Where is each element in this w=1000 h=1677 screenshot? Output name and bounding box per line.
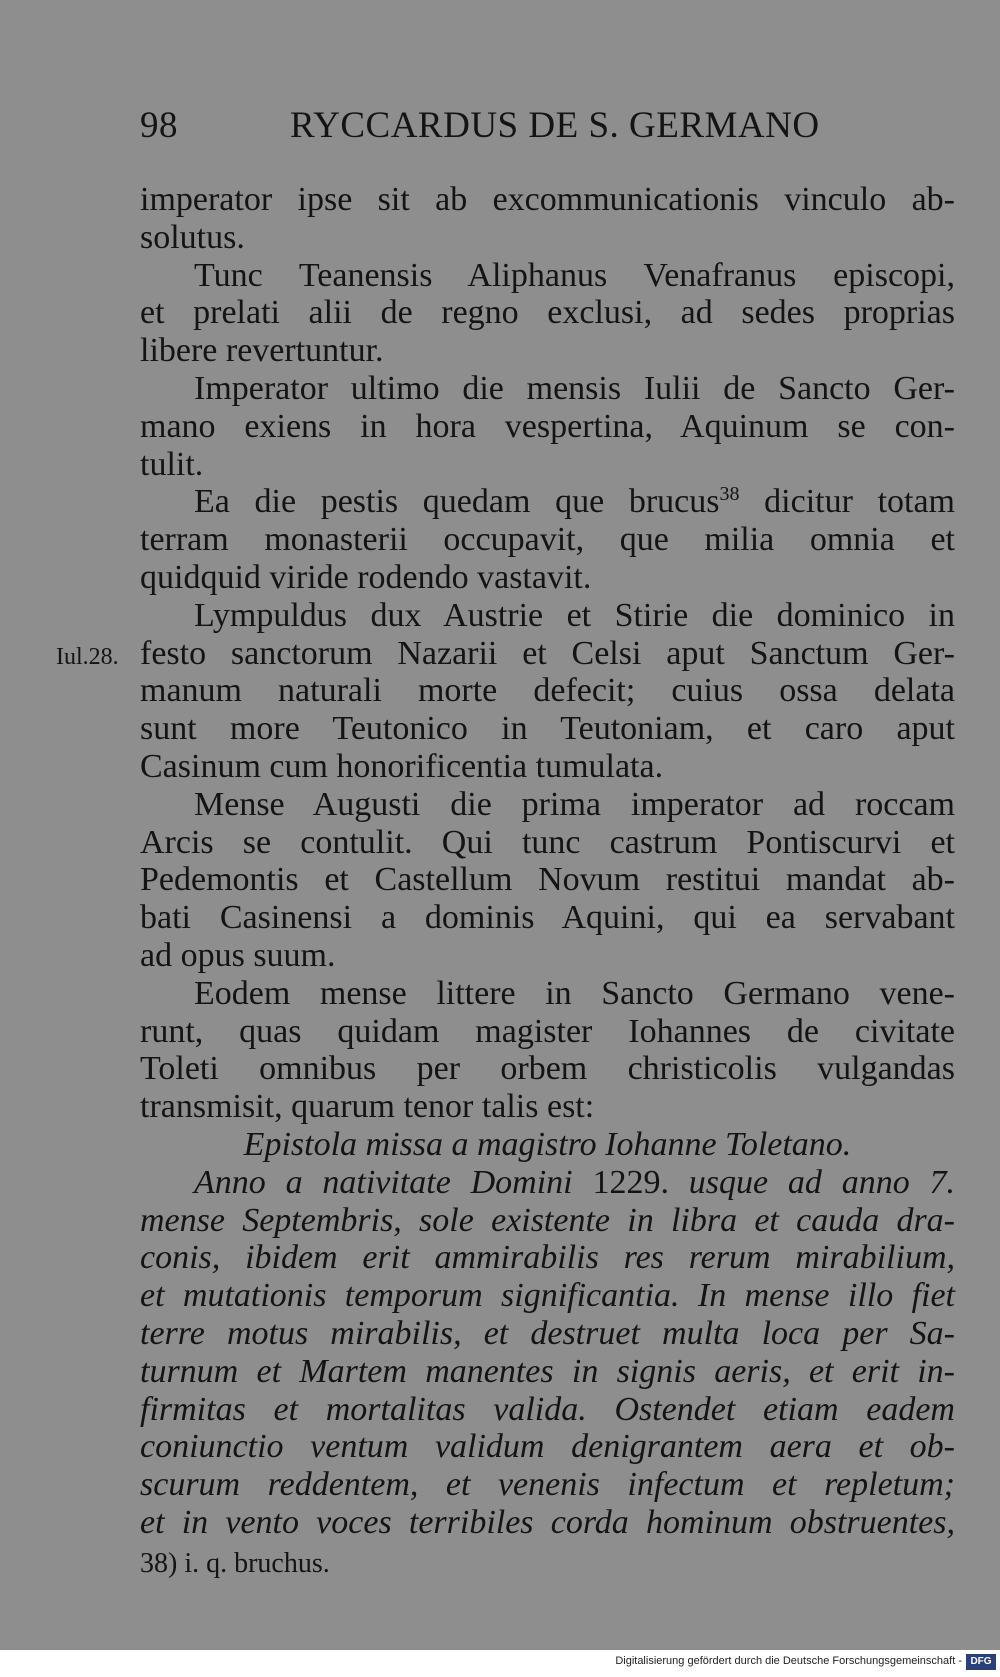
dfg-logo-icon: DFG <box>966 1654 996 1670</box>
text-line: mense Septembris, sole existente in libra et cauda dra- <box>140 1201 955 1239</box>
text-line: solutus. <box>140 218 245 256</box>
text-line: Tunc Teanensis Aliphanus Venafranus episcopi, <box>194 256 955 294</box>
text-line: libere revertuntur. <box>140 332 384 370</box>
text-line: scurum reddentem, et venenis infectum et repletum; <box>140 1466 955 1504</box>
text-line <box>140 1164 955 1202</box>
text-line: terre motus mirabilis, et destruet multa loca per Sa- <box>140 1314 955 1352</box>
text-line: imperator ipse sit ab excommunicationis vinculo ab- <box>140 181 955 218</box>
footer-bar <box>0 1650 1000 1677</box>
running-head <box>140 104 840 144</box>
text-line: Mense Augusti die prima imperator ad roccam <box>194 785 955 823</box>
text-line: et in vento voces terribiles corda hominum obstruentes, <box>140 1503 955 1541</box>
text-line: sunt more Teutonico in Teutoniam, et caro aput <box>140 710 955 748</box>
text-line-part: usque ad anno 7. <box>668 1163 956 1201</box>
text-line: turnum et Martem manentes in signis aeris, et erit in- <box>140 1352 955 1390</box>
text-line: coniunctio ventum validum denigrantem aera et ob- <box>140 1428 955 1466</box>
text-line: Arcis se contulit. Qui tunc castrum Pontiscurvi et <box>140 823 955 861</box>
text-line: et prelati alii de regno exclusi, ad sedes proprias <box>140 294 955 332</box>
text-line: quidquid viride rodendo vastavit. <box>140 558 592 596</box>
footnote: 38) i. q. bruchus. <box>140 1548 330 1579</box>
text-line: Imperator ultimo die mensis Iulii de Sancto Ger- <box>194 369 955 407</box>
text-line: Lympuldus dux Austrie et Stirie die dominico in <box>194 596 955 634</box>
text-line: ad opus suum. <box>140 936 336 974</box>
text-line: Pedemontis et Castellum Novum restitui mandat ab- <box>140 861 955 899</box>
text-line-part: Anno a nativitate Domini <box>194 1163 593 1201</box>
text-line: conis, ibidem erit ammirabilis res rerum mirabilium, <box>140 1239 955 1277</box>
text-line: firmitas et mortalitas valida. Ostendet etiam eadem <box>140 1390 955 1428</box>
text-line: transmisit, quarum tenor talis est: <box>140 1088 595 1126</box>
text-line <box>140 483 955 521</box>
epistle-heading: Epistola missa a magistro Iohanne Toletano. <box>243 1125 852 1163</box>
text-line: terram monasterii occupavit, que milia omnia et <box>140 521 955 559</box>
footnote-reference: 38 <box>719 483 740 506</box>
margin-date-note: Iul.28. <box>56 644 119 670</box>
page-number: 98 <box>140 105 178 146</box>
text-line-part: Ea die pestis quedam que brucus <box>194 483 720 521</box>
text-line: et mutationis temporum significantia. In mense illo fiet <box>140 1277 955 1315</box>
text-line: Toleti omnibus per orbem christicolis vulgandas <box>140 1050 955 1088</box>
text-line: mano exiens in hora vespertina, Aquinum se con- <box>140 407 955 445</box>
text-line: bati Casinensi a dominis Aquini, qui ea servabant <box>140 899 955 937</box>
text-line-part: dicitur totam <box>739 483 955 521</box>
year-numeral: 1229. <box>592 1163 669 1201</box>
text-line: Eodem mense littere in Sancto Germano vene- <box>194 974 955 1012</box>
body-text <box>140 181 955 1542</box>
text-line: runt, quas quidam magister Iohannes de civitate <box>140 1012 955 1050</box>
text-line: manum naturali morte defecit; cuius ossa delata <box>140 672 955 710</box>
running-title: RYCCARDUS DE S. GERMANO <box>290 105 820 146</box>
digitization-credit: Digitalisierung gefördert durch die Deutsche Forschungsgemeinschaft - <box>615 1655 962 1667</box>
text-line: tulit. <box>140 445 204 483</box>
text-line: Casinum cum honorificentia tumulata. <box>140 747 664 785</box>
text-line: festo sanctorum Nazarii et Celsi aput Sanctum Ger- <box>140 634 955 672</box>
